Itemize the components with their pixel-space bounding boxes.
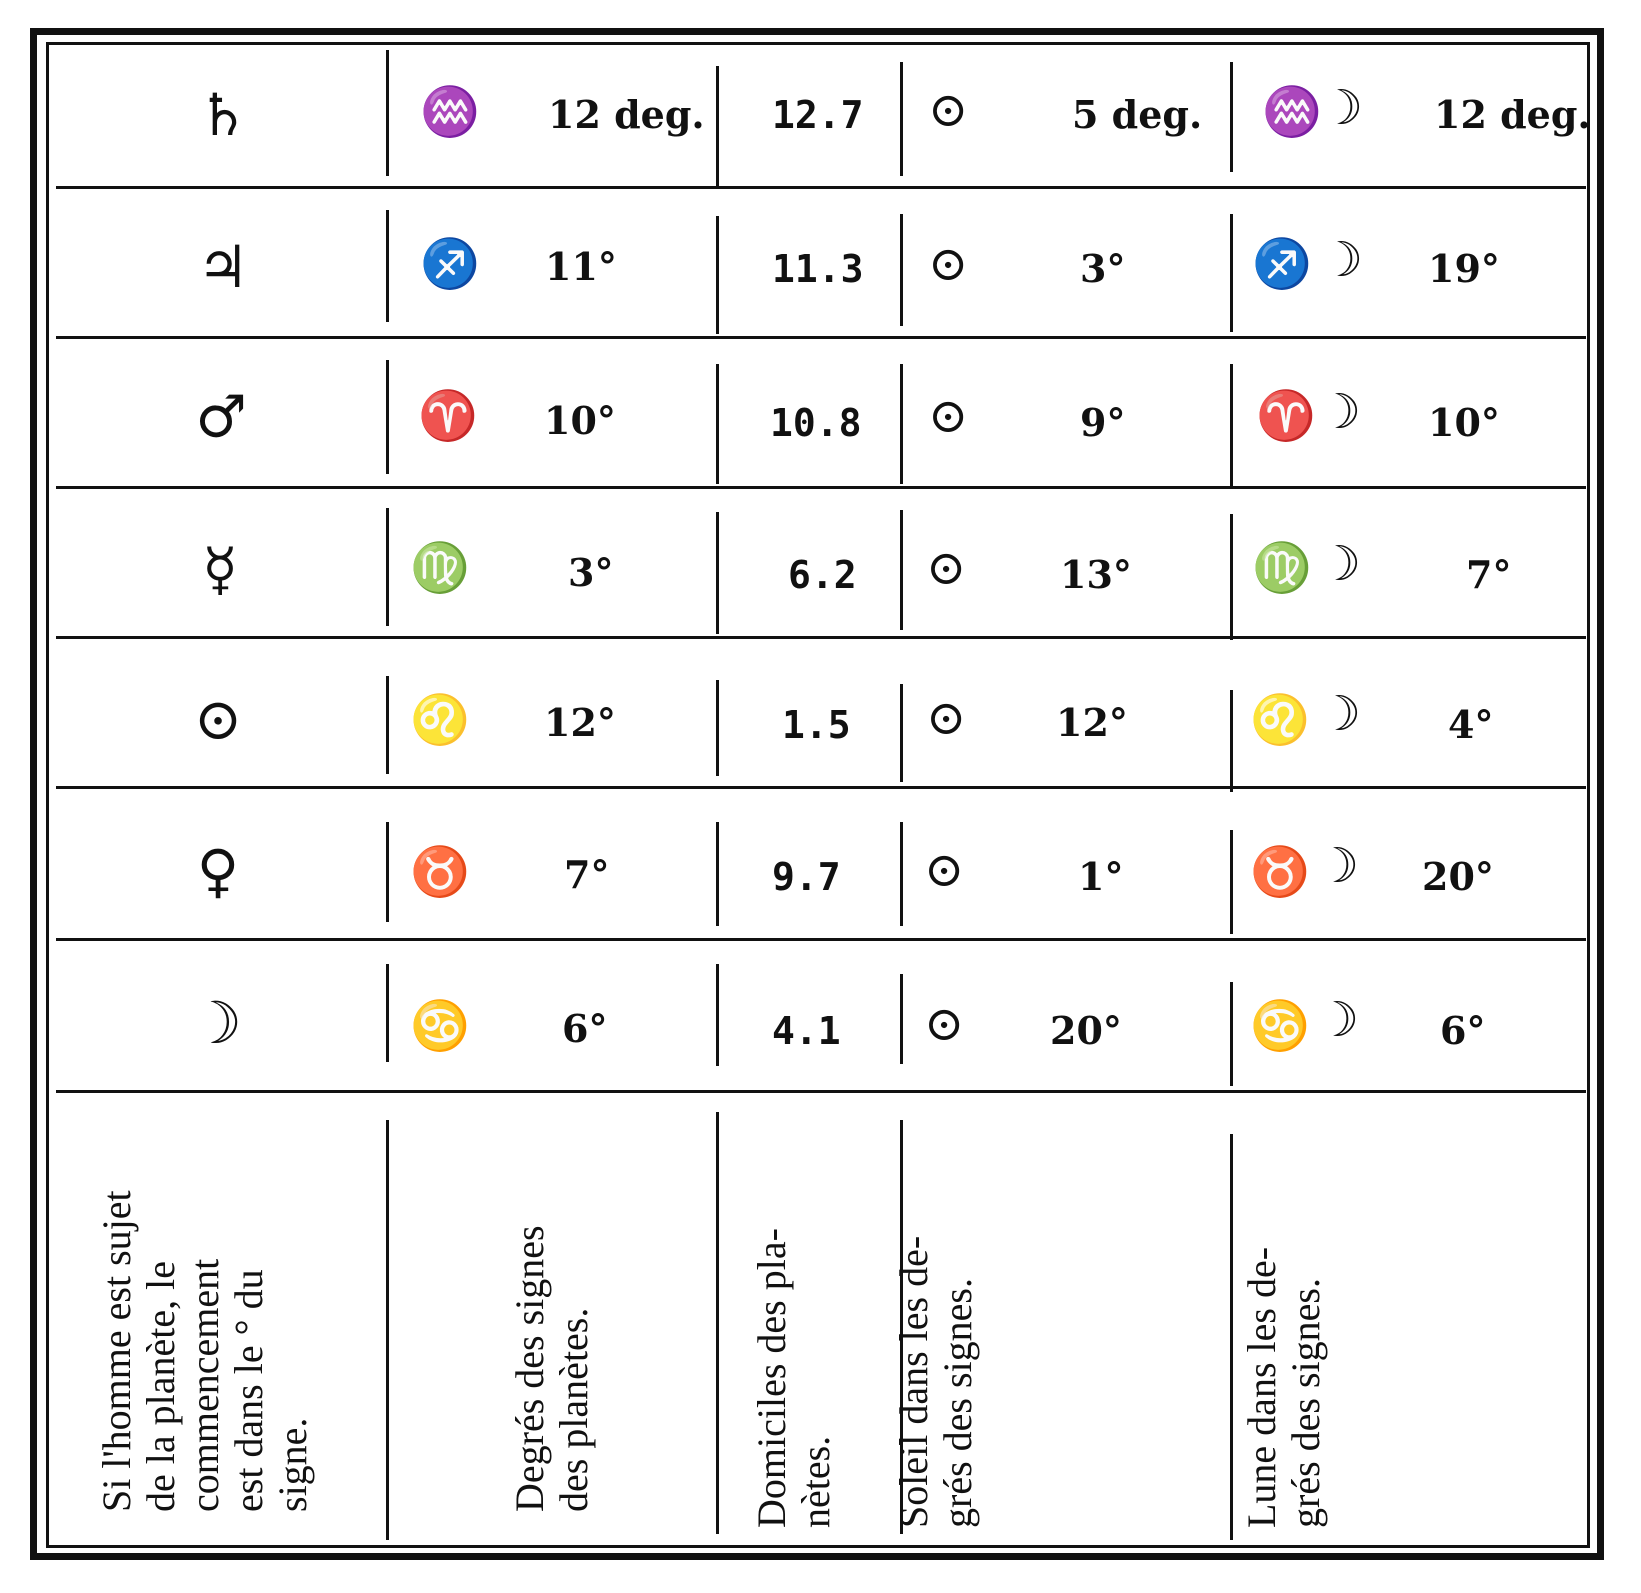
moon-degree: 10° xyxy=(1428,400,1500,445)
header-line: grés des signes. xyxy=(935,1278,980,1528)
sign-symbol: ♉ xyxy=(410,844,470,900)
moon-sign-symbol: ♈ xyxy=(1256,388,1316,444)
column-divider-segment xyxy=(900,214,903,326)
column-divider-segment xyxy=(386,508,389,626)
sun-degree: 3° xyxy=(1080,246,1126,291)
header-line: grés des signes. xyxy=(1283,1278,1328,1528)
column-divider-segment xyxy=(386,676,389,774)
header-line: Lune dans les de- xyxy=(1239,1246,1284,1528)
row-divider xyxy=(56,636,1586,639)
sign-symbol: ♌ xyxy=(410,692,470,748)
sun-symbol: ⊙ xyxy=(926,690,967,746)
planet-venus-symbol: ♀ xyxy=(196,837,240,905)
moon-degree: 20° xyxy=(1422,854,1494,899)
moon-sign-symbol: ♐ xyxy=(1252,236,1312,292)
column-divider-segment xyxy=(386,822,389,922)
moon-degree: 19° xyxy=(1428,246,1500,291)
header-line: Domiciles des pla- xyxy=(749,1228,794,1528)
column-divider-segment xyxy=(1230,364,1233,486)
header-sign-degrees xyxy=(508,1225,596,1512)
header-sun-degrees xyxy=(892,1236,980,1528)
sign-symbol: ♐ xyxy=(420,236,480,292)
moon-symbol: ☽ xyxy=(1320,232,1364,288)
sign-symbol: ♒ xyxy=(420,84,480,140)
column-divider-segment xyxy=(900,974,903,1064)
sun-symbol: ⊙ xyxy=(924,842,965,898)
header-line: nètes. xyxy=(793,1435,838,1528)
domicile-value: 9.7 xyxy=(772,855,841,899)
sun-degree: 9° xyxy=(1080,400,1126,445)
sign-degree: 12° xyxy=(544,700,616,745)
moon-symbol: ☽ xyxy=(1320,80,1364,136)
row-divider xyxy=(56,486,1586,489)
sun-symbol: ⊙ xyxy=(924,996,965,1052)
header-line: de la planète, le xyxy=(138,1261,183,1512)
column-divider-segment xyxy=(1230,214,1233,332)
sign-degree: 12 deg. xyxy=(548,92,705,137)
column-divider-segment xyxy=(716,964,719,1066)
header-line: Si l'homme est sujet xyxy=(94,1190,139,1512)
planet-jupiter-symbol: ♃ xyxy=(197,233,249,301)
column-divider-segment xyxy=(900,510,903,630)
column-divider-segment xyxy=(386,964,389,1062)
column-divider-segment xyxy=(900,822,903,926)
column-divider-segment xyxy=(1230,1134,1233,1540)
domicile-value: 4.1 xyxy=(772,1009,841,1053)
domicile-value: 1.5 xyxy=(782,703,851,747)
moon-symbol: ☽ xyxy=(1318,686,1362,742)
column-divider-segment xyxy=(1230,830,1233,934)
row-divider xyxy=(56,186,1586,189)
header-line: commencement xyxy=(182,1258,227,1512)
header-line: est dans le ° du xyxy=(226,1269,271,1512)
header-line: Soleil dans les de- xyxy=(891,1235,936,1528)
moon-symbol: ☽ xyxy=(1318,384,1362,440)
sign-degree: 7° xyxy=(564,852,610,897)
planet-mercury-symbol: ☿ xyxy=(202,535,238,603)
header-domiciles xyxy=(750,1228,838,1528)
planet-saturn-symbol: ♄ xyxy=(197,81,249,149)
moon-degree: 6° xyxy=(1440,1008,1486,1053)
sign-degree: 11° xyxy=(545,244,617,289)
column-divider-segment xyxy=(1230,514,1233,640)
row-divider xyxy=(56,938,1586,941)
column-divider-segment xyxy=(716,680,719,776)
sun-degree: 5 deg. xyxy=(1072,92,1203,137)
row-divider xyxy=(56,1090,1586,1093)
column-divider-segment xyxy=(386,210,389,322)
sign-degree: 6° xyxy=(562,1006,608,1051)
column-divider-segment xyxy=(1230,982,1233,1086)
row-divider xyxy=(56,336,1586,339)
header-line: des planètes. xyxy=(551,1307,596,1512)
column-divider-segment xyxy=(716,512,719,634)
column-divider-segment xyxy=(716,216,719,334)
sign-degree: 10° xyxy=(544,398,616,443)
domicile-value: 12.7 xyxy=(772,93,864,137)
moon-sign-symbol: ♌ xyxy=(1250,692,1310,748)
moon-degree: 12 deg. xyxy=(1434,92,1591,137)
sign-symbol: ♍ xyxy=(410,540,470,596)
column-divider-segment xyxy=(386,360,389,474)
moon-sign-symbol: ♍ xyxy=(1252,540,1312,596)
planet-moon-symbol: ☽ xyxy=(190,989,242,1057)
moon-sign-symbol: ♋ xyxy=(1250,998,1310,1054)
moon-sign-symbol: ♉ xyxy=(1250,844,1310,900)
moon-sign-symbol: ♒ xyxy=(1262,84,1322,140)
column-divider-segment xyxy=(1230,690,1233,792)
column-divider-segment xyxy=(900,62,903,176)
sun-degree: 20° xyxy=(1050,1008,1122,1053)
sun-symbol: ⊙ xyxy=(928,82,969,138)
column-divider-segment xyxy=(900,684,903,782)
sun-degree: 1° xyxy=(1078,854,1124,899)
moon-symbol: ☽ xyxy=(1316,992,1360,1048)
planet-mars-symbol: ♂ xyxy=(195,383,247,451)
header-moon-degrees xyxy=(1240,1247,1328,1528)
column-divider-segment xyxy=(1230,62,1233,172)
column-divider-segment xyxy=(716,1112,719,1534)
column-divider-segment xyxy=(716,822,719,926)
planet-sun-symbol: ⊙ xyxy=(193,685,243,753)
domicile-value: 6.2 xyxy=(788,553,857,597)
sign-symbol: ♈ xyxy=(418,388,478,444)
sign-symbol: ♋ xyxy=(410,998,470,1054)
header-line: Degrés des signes xyxy=(507,1225,552,1512)
sign-degree: 3° xyxy=(568,550,614,595)
header-planet-subject xyxy=(95,1190,315,1512)
sun-degree: 12° xyxy=(1056,700,1128,745)
domicile-value: 10.8 xyxy=(770,401,862,445)
sun-symbol: ⊙ xyxy=(928,388,969,444)
sun-symbol: ⊙ xyxy=(928,236,969,292)
header-line: signe. xyxy=(270,1417,315,1512)
column-divider-segment xyxy=(716,364,719,484)
domicile-value: 11.3 xyxy=(772,247,864,291)
column-divider-segment xyxy=(716,66,719,186)
moon-symbol: ☽ xyxy=(1318,536,1362,592)
column-divider-segment xyxy=(900,364,903,484)
sun-degree: 13° xyxy=(1060,552,1132,597)
column-divider-segment xyxy=(386,50,389,176)
column-divider-segment xyxy=(386,1120,389,1540)
moon-degree: 4° xyxy=(1448,702,1494,747)
sun-symbol: ⊙ xyxy=(926,540,967,596)
moon-degree: 7° xyxy=(1466,552,1512,597)
row-divider xyxy=(56,786,1586,789)
moon-symbol: ☽ xyxy=(1316,838,1360,894)
